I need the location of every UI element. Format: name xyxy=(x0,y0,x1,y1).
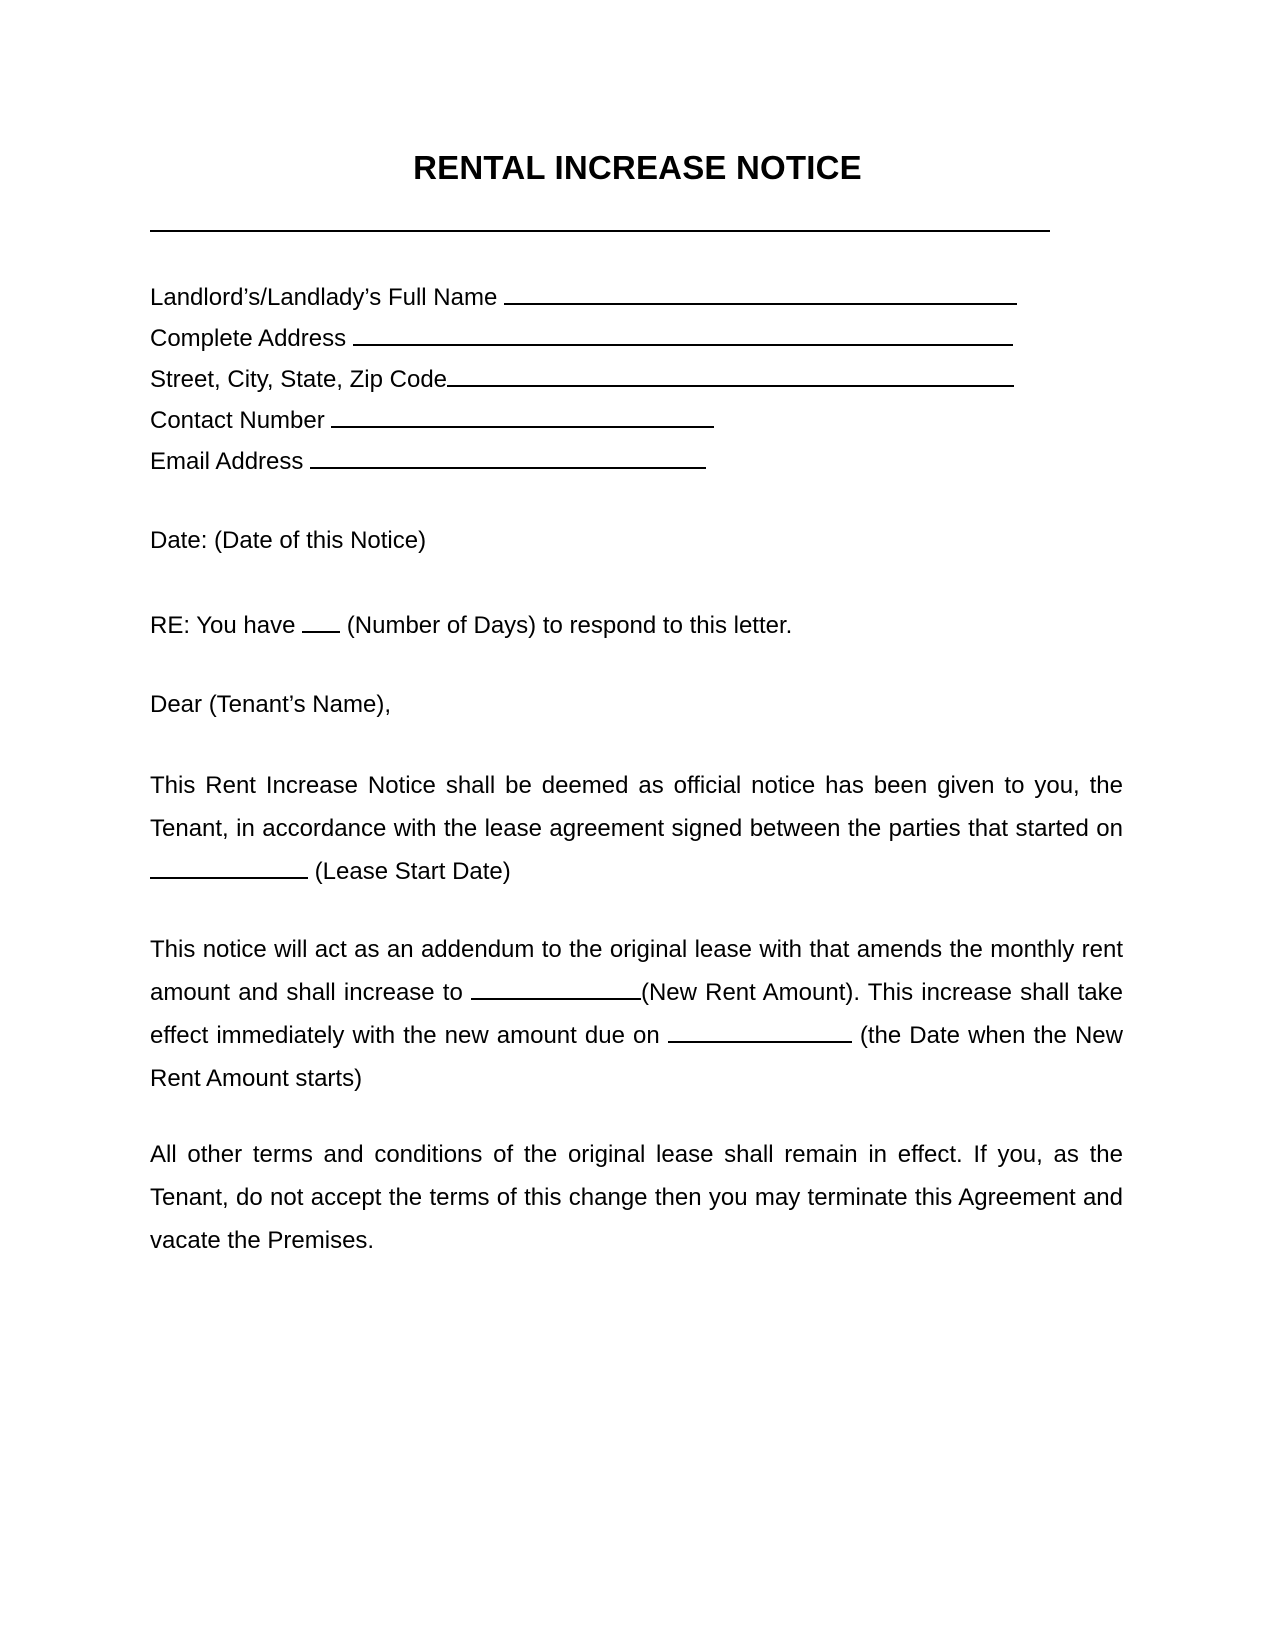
new-rent-amount-blank[interactable] xyxy=(471,976,641,1000)
paragraph2-part3: (the Date when the New Rent Amount starts) xyxy=(150,1022,1123,1092)
re-prefix: RE: You have xyxy=(150,612,296,639)
email-line xyxy=(150,444,706,477)
paragraph1-suffix: (Lease Start Date) xyxy=(314,858,511,885)
document-title: RENTAL INCREASE NOTICE xyxy=(413,149,862,186)
complete-address-line xyxy=(150,321,1013,354)
paragraph1-text: This Rent Increase Notice shall be deemed as official notice has been given to you, the Tenant, in accordance with the lease agreement signed between the parties that started on xyxy=(150,772,1123,842)
complete-address-label: Complete Address xyxy=(150,325,347,352)
complete-address-blank[interactable] xyxy=(353,321,1013,346)
number-of-days-blank[interactable] xyxy=(302,608,340,633)
street-label: Street, City, State, Zip Code xyxy=(150,366,448,393)
landlord-name-label: Landlord’s/Landlady’s Full Name xyxy=(150,284,498,311)
contact-number-blank[interactable] xyxy=(331,403,714,428)
contact-number-line xyxy=(150,403,714,436)
lease-start-date-blank[interactable] xyxy=(150,855,308,879)
email-label: Email Address xyxy=(150,448,304,475)
re-suffix: (Number of Days) to respond to this letter. xyxy=(346,612,793,639)
contact-number-label: Contact Number xyxy=(150,407,325,434)
landlord-name-line xyxy=(150,280,1017,313)
paragraph-rent-amount xyxy=(150,928,1123,1100)
paragraph-lease-notice xyxy=(150,764,1123,893)
date-line: Date: (Date of this Notice) xyxy=(150,527,427,554)
paragraph2-part1: This notice will act as an addendum to the original lease with that amends the monthly rent amount and shall increase to xyxy=(150,936,1123,1006)
paragraph-terms: All other terms and conditions of the original lease shall remain in effect. If you, as the Tenant, do not accept the terms of this change then you may terminate this Agreement and vacate the Premises. xyxy=(150,1141,1123,1254)
new-rent-date-blank[interactable] xyxy=(668,1019,852,1043)
title-underline xyxy=(150,230,1050,232)
re-line xyxy=(150,608,792,641)
salutation: Dear (Tenant’s Name), xyxy=(150,691,391,718)
street-blank[interactable] xyxy=(447,362,1014,387)
landlord-name-blank[interactable] xyxy=(504,280,1017,305)
email-blank[interactable] xyxy=(310,444,706,469)
paragraph2-part2: (New Rent Amount). This increase shall take effect immediately with the new amount due on xyxy=(150,979,1123,1049)
street-line xyxy=(150,362,1014,395)
